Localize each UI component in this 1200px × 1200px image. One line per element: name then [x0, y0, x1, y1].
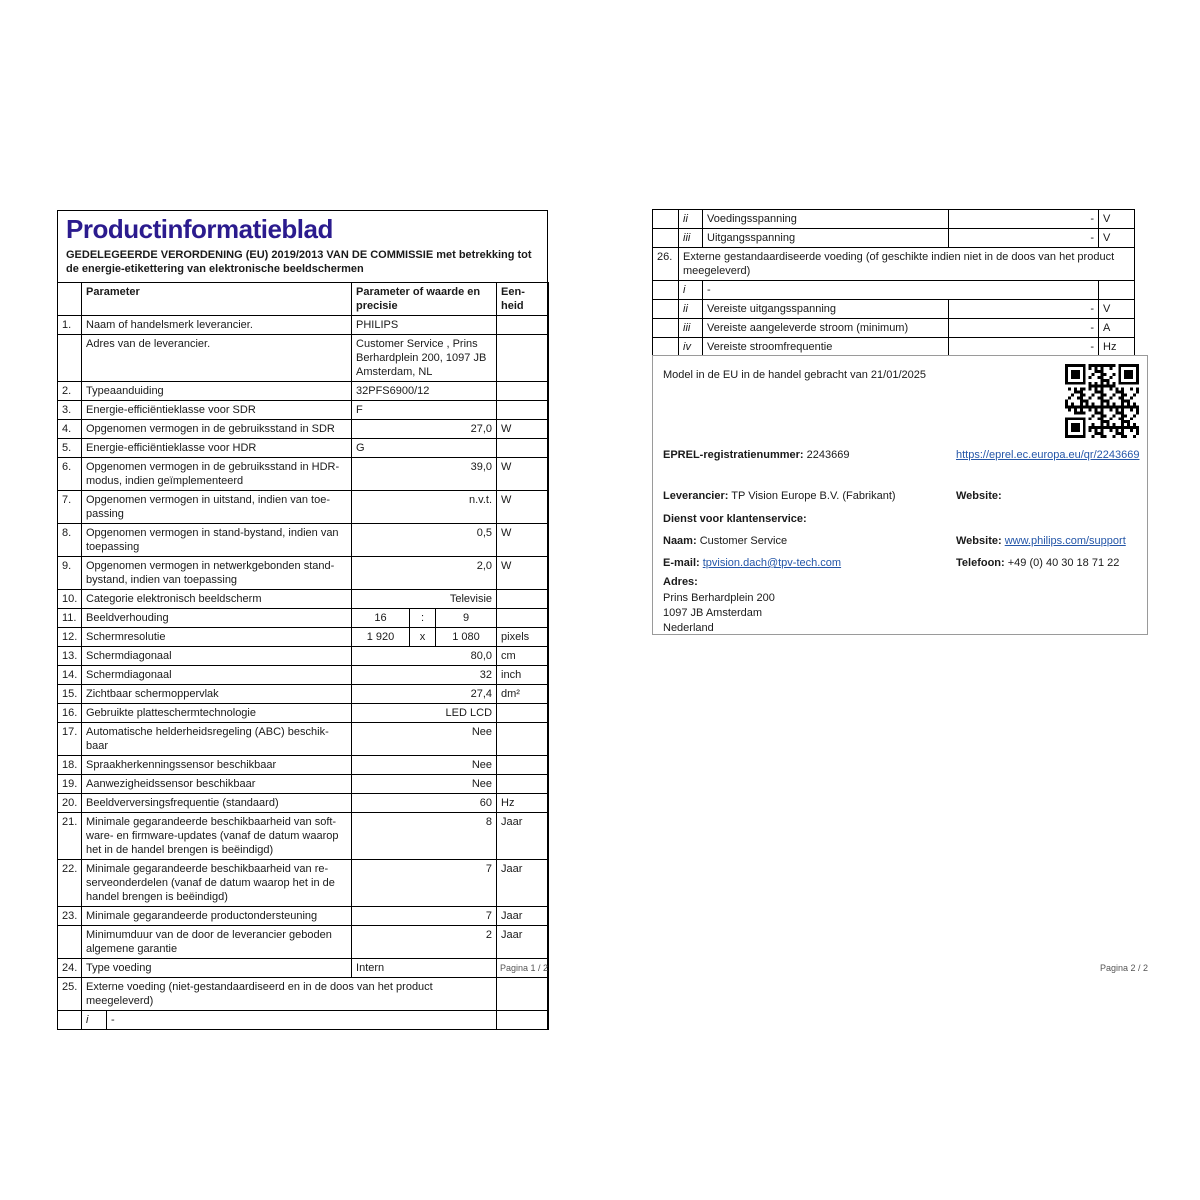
- row-number-cell: 2.: [58, 382, 82, 401]
- table-row: [58, 557, 549, 590]
- row-number-cell: [58, 335, 82, 382]
- unit-cell: V: [1099, 210, 1135, 229]
- parameter-cell: Schermdiagonaal: [82, 647, 352, 666]
- value-cell: 9: [436, 609, 497, 628]
- row-number-cell: 15.: [58, 685, 82, 704]
- page1-table: [57, 282, 549, 1030]
- unit-cell: [497, 609, 549, 628]
- table-row: [58, 685, 549, 704]
- unit-cell: A: [1099, 319, 1135, 338]
- value-cell: 27,4: [352, 685, 497, 704]
- value-cell: LED LCD: [352, 704, 497, 723]
- table-row: [58, 813, 549, 860]
- value-cell: -: [703, 281, 1099, 300]
- unit-cell: W: [497, 458, 549, 491]
- table-row: [58, 401, 549, 420]
- table-row: [58, 316, 549, 335]
- table-row: [58, 723, 549, 756]
- value-cell: F: [352, 401, 497, 420]
- telefoon-label: Telefoon:: [956, 557, 1005, 569]
- value-cell: -: [949, 300, 1099, 319]
- parameter-cell: Beeldverhouding: [82, 609, 352, 628]
- table-row: [58, 860, 549, 907]
- table-row: [58, 775, 549, 794]
- parameter-cell: Opgenomen vermogen in de gebruiksstand in HDR-modus, indien geïmplementeerd: [82, 458, 352, 491]
- parameter-cell: Minimumduur van de door de leverancier geboden algemene garantie: [82, 926, 352, 959]
- email-label: E-mail:: [663, 557, 700, 569]
- email-row: [663, 556, 1137, 570]
- qr-code-icon: [1065, 364, 1139, 438]
- number-header-cell: [58, 283, 82, 316]
- row-number-cell: 12.: [58, 628, 82, 647]
- unit-cell: Hz: [497, 794, 549, 813]
- parameter-cell: Minimale gegarandeerde productondersteuning: [82, 907, 352, 926]
- unit-cell: [497, 978, 549, 1011]
- table-row: [58, 647, 549, 666]
- table-row: [58, 382, 549, 401]
- row-number-cell: [653, 300, 679, 319]
- value-cell: 1 920: [352, 628, 410, 647]
- table-row: [58, 524, 549, 557]
- row-number-cell: 8.: [58, 524, 82, 557]
- value-cell: Nee: [352, 723, 497, 756]
- adres-line-1: Prins Berhardplein 200: [663, 592, 775, 604]
- row-number-cell: 16.: [58, 704, 82, 723]
- website-label: Website:: [956, 490, 1002, 502]
- parameter-cell: Energie-efficiëntieklasse voor SDR: [82, 401, 352, 420]
- table-row: [58, 590, 549, 609]
- unit-cell: Jaar: [497, 907, 549, 926]
- value-cell: -: [949, 210, 1099, 229]
- parameter-header-cell: Parameter: [82, 283, 352, 316]
- parameter-cell: Voedingsspanning: [703, 210, 949, 229]
- row-number-cell: 17.: [58, 723, 82, 756]
- row-number-cell: 11.: [58, 609, 82, 628]
- unit-cell: pixels: [497, 628, 549, 647]
- parameter-cell: Categorie elektronisch beeldscherm: [82, 590, 352, 609]
- value-cell: 7: [352, 860, 497, 907]
- table-row: [58, 491, 549, 524]
- row-number-cell: 10.: [58, 590, 82, 609]
- table-row: [653, 210, 1135, 229]
- value-cell: 32PFS6900/12: [352, 382, 497, 401]
- eprel-number: 2243669: [806, 449, 850, 461]
- eprel-row: [663, 448, 1140, 462]
- row-number-cell: [653, 281, 679, 300]
- row-number-cell: 5.: [58, 439, 82, 458]
- sub-number-cell: ii: [679, 300, 703, 319]
- unit-cell: Jaar: [497, 860, 549, 907]
- sub-number-cell: i: [82, 1011, 107, 1030]
- unit-cell: W: [497, 524, 549, 557]
- parameter-cell: Aanwezigheidssensor beschikbaar: [82, 775, 352, 794]
- row-number-cell: 6.: [58, 458, 82, 491]
- value-cell: 80,0: [352, 647, 497, 666]
- parameter-cell: Vereiste uitgangsspanning: [703, 300, 949, 319]
- email-link[interactable]: tpvision.dach@tpv-tech.com: [702, 557, 842, 569]
- value-cell: 39,0: [352, 458, 497, 491]
- sub-number-cell: i: [679, 281, 703, 300]
- parameter-cell: Opgenomen vermogen in stand-bystand, indien van toepassing: [82, 524, 352, 557]
- parameter-cell: Opgenomen vermogen in de gebruiksstand in SDR: [82, 420, 352, 439]
- unit-header-cell: Een-heid: [497, 283, 549, 316]
- parameter-cell: Zichtbaar schermoppervlak: [82, 685, 352, 704]
- row-number-cell: [58, 1011, 82, 1030]
- value-cell: Intern: [352, 959, 497, 978]
- row-number-cell: [653, 210, 679, 229]
- table-header-row: [58, 283, 549, 316]
- parameter-cell: Type voeding: [82, 959, 352, 978]
- value-header-cell: Parameter of waarde en precisie: [352, 283, 497, 316]
- adres-label: Adres:: [663, 576, 698, 588]
- leverancier-label: Leverancier:: [663, 490, 729, 502]
- row-number-cell: 20.: [58, 794, 82, 813]
- parameter-cell: Opgenomen vermogen in netwerkgebonden stand-bystand, indien van toepassing: [82, 557, 352, 590]
- table-row: [653, 319, 1135, 338]
- row-number-cell: 19.: [58, 775, 82, 794]
- unit-cell: V: [1099, 229, 1135, 248]
- value-cell: 8: [352, 813, 497, 860]
- page2-table: [652, 209, 1135, 357]
- leverancier-value: TP Vision Europe B.V. (Fabrikant): [731, 490, 896, 502]
- value-cell: 0,5: [352, 524, 497, 557]
- row-number-cell: 26.: [653, 248, 679, 281]
- row-number-cell: [58, 926, 82, 959]
- parameter-cell: Schermdiagonaal: [82, 666, 352, 685]
- row-number-cell: 23.: [58, 907, 82, 926]
- page1-footer: Pagina 1 / 2: [499, 963, 548, 973]
- page-title: Productinformatieblad: [66, 214, 333, 244]
- support-website-link[interactable]: www.philips.com/support: [1004, 535, 1126, 547]
- sub-number-cell: iv: [679, 338, 703, 357]
- row-number-cell: 1.: [58, 316, 82, 335]
- table-row: [653, 248, 1135, 281]
- table-row: [58, 420, 549, 439]
- row-number-cell: 14.: [58, 666, 82, 685]
- parameter-cell: Uitgangsspanning: [703, 229, 949, 248]
- parameter-cell: Minimale gegarandeerde beschikbaarheid van soft-ware- en firmware-updates (vanaf de datum waarop het in de handel brengen is beëindigd): [82, 813, 352, 860]
- unit-cell: [497, 382, 549, 401]
- unit-cell: [497, 401, 549, 420]
- adres-line-2: 1097 JB Amsterdam: [663, 607, 763, 619]
- unit-cell: cm: [497, 647, 549, 666]
- value-cell: 7: [352, 907, 497, 926]
- value-cell: PHILIPS: [352, 316, 497, 335]
- eprel-label: EPREL-registratienummer:: [663, 449, 804, 461]
- row-number-cell: 18.: [58, 756, 82, 775]
- unit-cell: Jaar: [497, 926, 549, 959]
- table-row: [58, 458, 549, 491]
- unit-cell: W: [497, 491, 549, 524]
- unit-cell: Jaar: [497, 813, 549, 860]
- value-cell: -: [949, 229, 1099, 248]
- value-cell: -: [949, 319, 1099, 338]
- unit-cell: [497, 439, 549, 458]
- leverancier-row: [663, 489, 1137, 503]
- row-number-cell: 13.: [58, 647, 82, 666]
- page1-product-fiche: [57, 210, 548, 1030]
- parameter-cell: Vereiste stroomfrequentie: [703, 338, 949, 357]
- parameter-cell: Automatische helderheidsregeling (ABC) beschik-baar: [82, 723, 352, 756]
- row-number-cell: 4.: [58, 420, 82, 439]
- naam-row: [663, 534, 1137, 548]
- value-cell: 2: [352, 926, 497, 959]
- adres-line-3: Nederland: [663, 622, 714, 634]
- table-row: [58, 756, 549, 775]
- separator-cell: x: [410, 628, 436, 647]
- parameter-cell: Typeaanduiding: [82, 382, 352, 401]
- page2-footer: Pagina 2 / 2: [1099, 963, 1148, 973]
- parameter-cell: Opgenomen vermogen in uitstand, indien van toe-passing: [82, 491, 352, 524]
- parameter-cell: Minimale gegarandeerde beschikbaarheid van re-serveonderdelen (vanaf de datum waarop het in de handel brengen is beëindigd): [82, 860, 352, 907]
- row-number-cell: 21.: [58, 813, 82, 860]
- value-cell: -: [107, 1011, 497, 1030]
- table-row: [58, 439, 549, 458]
- parameter-cell: Beeldverversingsfrequentie (standaard): [82, 794, 352, 813]
- separator-cell: :: [410, 609, 436, 628]
- value-cell: Customer Service , Prins Berhardplein 200, 1097 JB Amsterdam, NL: [352, 335, 497, 382]
- unit-cell: [497, 335, 549, 382]
- sub-number-cell: iii: [679, 229, 703, 248]
- unit-cell: [497, 1011, 549, 1030]
- row-number-cell: [653, 229, 679, 248]
- row-number-cell: [653, 338, 679, 357]
- unit-cell: [497, 316, 549, 335]
- unit-cell: [497, 756, 549, 775]
- parameter-cell: Spraakherkenningssensor beschikbaar: [82, 756, 352, 775]
- value-cell: Televisie: [352, 590, 497, 609]
- row-number-cell: [653, 319, 679, 338]
- table-row: [58, 666, 549, 685]
- table-row: [58, 794, 549, 813]
- klantenservice-heading: Dienst voor klantenservice:: [663, 513, 807, 525]
- unit-cell: [1099, 281, 1135, 300]
- row-number-cell: 25.: [58, 978, 82, 1011]
- parameter-cell: Naam of handelsmerk leverancier.: [82, 316, 352, 335]
- parameter-cell: Energie-efficiëntieklasse voor HDR: [82, 439, 352, 458]
- value-cell: Nee: [352, 775, 497, 794]
- parameter-cell: Gebruikte platteschermtechnologie: [82, 704, 352, 723]
- unit-cell: [497, 723, 549, 756]
- value-cell: 32: [352, 666, 497, 685]
- parameter-cell: Schermresolutie: [82, 628, 352, 647]
- table-row: [58, 335, 549, 382]
- parameter-span-cell: Externe gestandaardiseerde voeding (of geschikte indien niet in de doos van het product meegeleverd): [679, 248, 1135, 281]
- unit-cell: dm²: [497, 685, 549, 704]
- table-row: [58, 907, 549, 926]
- telefoon-value: +49 (0) 40 30 18 71 22: [1007, 557, 1120, 569]
- value-cell: 60: [352, 794, 497, 813]
- value-cell: n.v.t.: [352, 491, 497, 524]
- sub-number-cell: iii: [679, 319, 703, 338]
- value-cell: 2,0: [352, 557, 497, 590]
- parameter-span-cell: Externe voeding (niet-gestandaardiseerd en in de doos van het product meegeleverd): [82, 978, 497, 1011]
- value-cell: Nee: [352, 756, 497, 775]
- unit-cell: Hz: [1099, 338, 1135, 357]
- parameter-cell: Adres van de leverancier.: [82, 335, 352, 382]
- table-row: [653, 338, 1135, 357]
- unit-cell: [497, 704, 549, 723]
- supplier-info-box: [652, 355, 1148, 635]
- table-row: [58, 1011, 549, 1030]
- unit-cell: [497, 590, 549, 609]
- row-number-cell: 22.: [58, 860, 82, 907]
- row-number-cell: 9.: [58, 557, 82, 590]
- unit-cell: V: [1099, 300, 1135, 319]
- row-number-cell: 24.: [58, 959, 82, 978]
- value-cell: G: [352, 439, 497, 458]
- value-cell: 16: [352, 609, 410, 628]
- naam-label: Naam:: [663, 535, 697, 547]
- unit-cell: [497, 775, 549, 794]
- sub-number-cell: ii: [679, 210, 703, 229]
- table-row: [653, 300, 1135, 319]
- row-number-cell: 3.: [58, 401, 82, 420]
- title-block: [58, 211, 547, 276]
- table-row: [653, 281, 1135, 300]
- unit-cell: W: [497, 557, 549, 590]
- table-row: [58, 609, 549, 628]
- unit-cell: W: [497, 420, 549, 439]
- table-row: [58, 926, 549, 959]
- table-row: [58, 978, 549, 1011]
- table-row: [58, 628, 549, 647]
- model-date-line: Model in de EU in de handel gebracht van 21/01/2025: [663, 369, 926, 381]
- naam-value: Customer Service: [699, 535, 788, 547]
- value-cell: 1 080: [436, 628, 497, 647]
- value-cell: 27,0: [352, 420, 497, 439]
- eprel-link[interactable]: https://eprel.ec.europa.eu/qr/2243669: [956, 449, 1140, 461]
- website2-label: Website:: [956, 535, 1002, 547]
- table-row: [58, 704, 549, 723]
- row-number-cell: 7.: [58, 491, 82, 524]
- table-row: [653, 229, 1135, 248]
- unit-cell: inch: [497, 666, 549, 685]
- parameter-cell: Vereiste aangeleverde stroom (minimum): [703, 319, 949, 338]
- value-cell: -: [949, 338, 1099, 357]
- regulation-subtitle: GEDELEGEERDE VERORDENING (EU) 2019/2013 VAN DE COMMISSIE met betrekking tot de energie-etikettering van elektronische beeldschermen: [66, 249, 532, 275]
